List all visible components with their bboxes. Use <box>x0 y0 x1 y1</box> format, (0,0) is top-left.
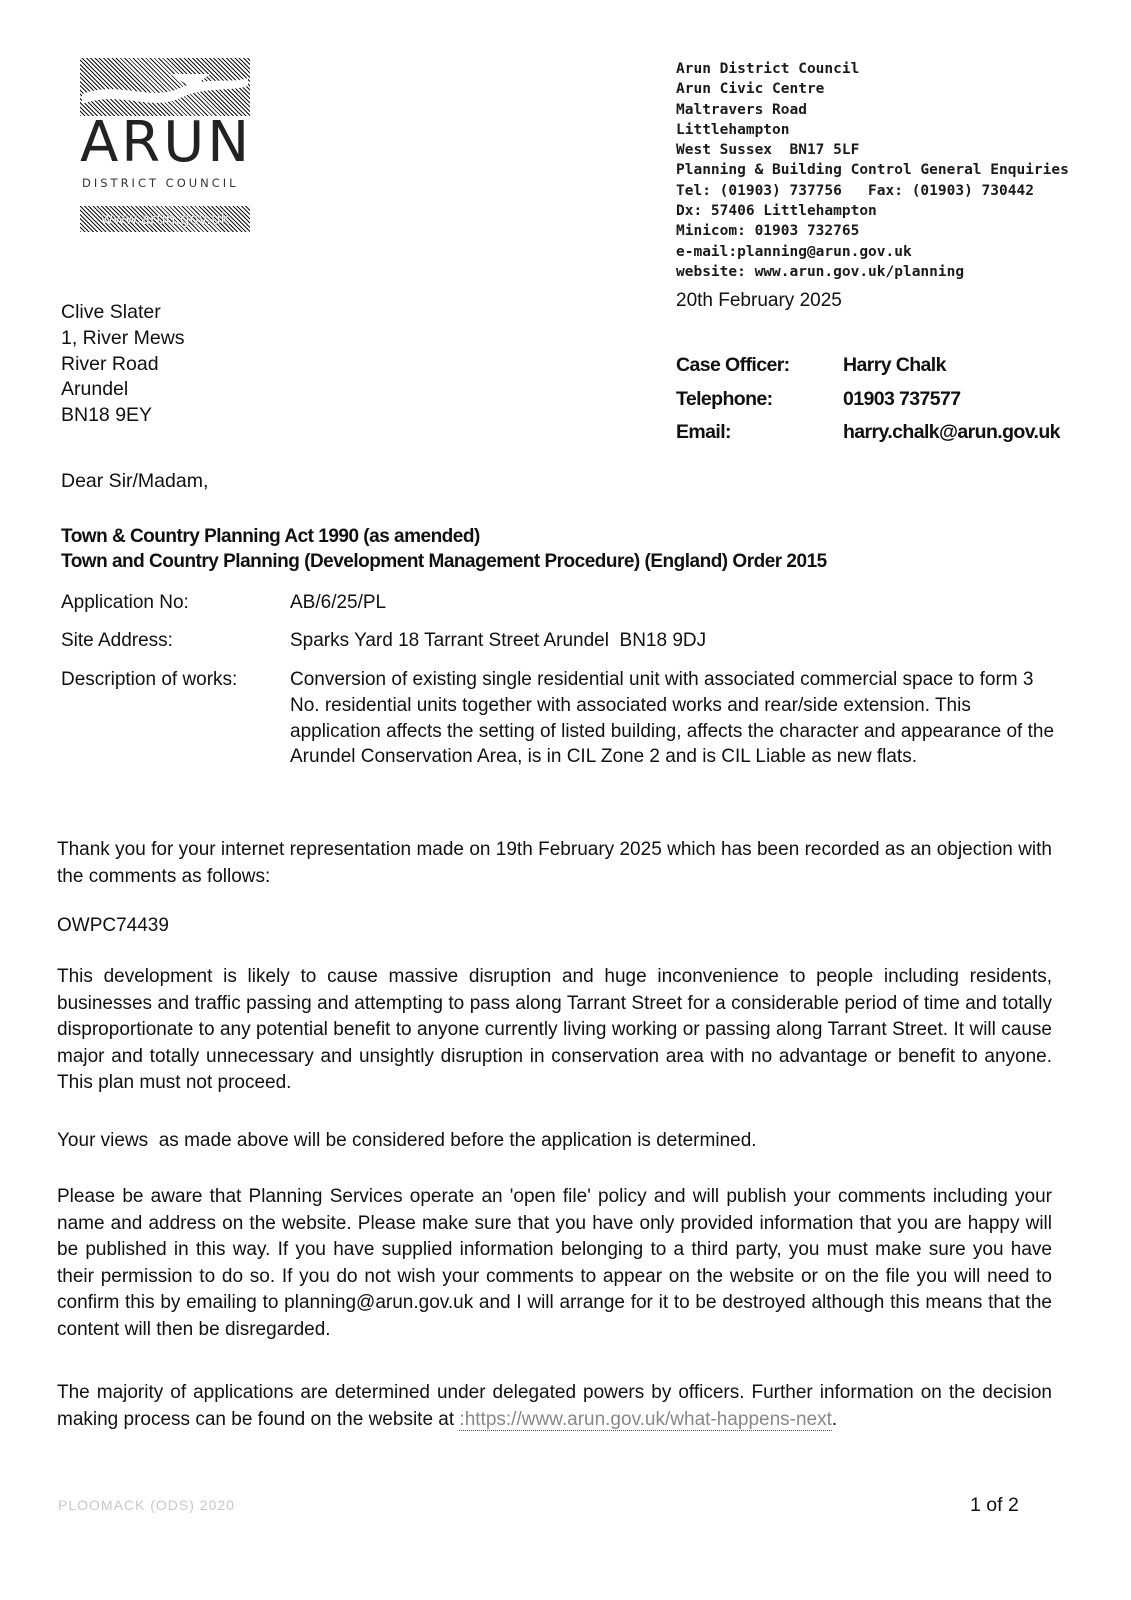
logo-wave-graphic <box>80 58 250 116</box>
logo-url: www.arun.gov.uk <box>100 210 230 228</box>
council-line: Planning & Building Control General Enquiries <box>676 162 1069 179</box>
address-line: Arundel <box>61 378 129 401</box>
logo-subtitle: DISTRICT COUNCIL <box>82 176 239 190</box>
council-line: Littlehampton <box>676 121 790 138</box>
page-number: 1 of 2 <box>970 1494 1019 1516</box>
council-line: Minicom: 01903 732765 <box>676 223 860 240</box>
description-label: Description of works: <box>61 669 238 690</box>
site-address-label: Site Address: <box>61 630 173 651</box>
officer-email: harry.chalk@arun.gov.uk <box>843 421 1060 443</box>
open-file-paragraph: Please be aware that Planning Services operate an 'open file' policy and will publish your comments including your name and address on the website. Please make sure that you have only provided information that you are happy will be published in this way. If you have supplied information belonging to a third party, you must make sure you have their permission to do so. If you do not wish your comments to appear on the website or on the file you will need to confirm this by emailing to planning@arun.gov.uk and I will arrange for it to be destroyed although this means that the content will then be disregarded. <box>57 1186 1052 1340</box>
act-heading-2: Town and Country Planning (Development Management Procedure) (England) Order 2015 <box>61 551 827 572</box>
case-officer-name: Harry Chalk <box>843 354 946 376</box>
council-line: Dx: 57406 Littlehampton <box>676 203 877 220</box>
salutation: Dear Sir/Madam, <box>61 470 209 492</box>
telephone-number: 01903 737577 <box>843 388 961 410</box>
footer-form-reference: PLOOMACK (ODS) 2020 <box>58 1497 235 1513</box>
logo-wave-icon <box>80 58 250 116</box>
intro-paragraph: Thank you for your internet representation made on 19th February 2025 which has been recorded as an objection with the comments as follows: <box>57 839 1052 887</box>
application-no: AB/6/25/PL <box>290 592 387 613</box>
council-line: website: www.arun.gov.uk/planning <box>676 263 965 280</box>
description-of-works: Conversion of existing single residential unit with associated commercial space to form 3 No. residential units together with associated works and rear/side extension. This application affects the setting of listed building, affects the character and appearance of the Arundel Conservation Area, is in CIL Zone 2 and is CIL Liable as new flats. <box>290 669 1055 768</box>
letter-date: 20th February 2025 <box>676 290 842 311</box>
act-heading-1: Town & Country Planning Act 1990 (as amended) <box>61 526 480 547</box>
council-line: Maltravers Road <box>676 101 807 118</box>
council-contact-block <box>676 59 1069 282</box>
address-line: Clive Slater <box>61 301 161 323</box>
council-line: Tel: (01903) 737756 Fax: (01903) 730442 <box>676 182 1034 199</box>
application-no-label: Application No: <box>61 592 189 613</box>
majority-end: . <box>831 1408 838 1430</box>
address-line: 1, River Mews <box>61 326 185 349</box>
views-paragraph: Your views as made above will be considered before the application is determined. <box>57 1130 757 1151</box>
case-officer-label: Case Officer: <box>676 354 790 376</box>
majority-text: The majority of applications are determined under delegated powers by officers. Further information on the decision making process can be found on the website at <box>57 1382 1052 1430</box>
telephone-label: Telephone: <box>676 388 773 410</box>
address-line: BN18 9EY <box>61 404 153 427</box>
council-line: Arun District Council <box>676 61 860 77</box>
site-address: Sparks Yard 18 Tarrant Street Arundel BN18 9DJ <box>290 630 707 651</box>
logo-wordmark: ARUN <box>80 110 253 175</box>
what-happens-next-link[interactable]: :https://www.arun.gov.uk/what-happens-next <box>459 1408 832 1430</box>
majority-paragraph <box>57 1380 1052 1433</box>
email-label: Email: <box>676 421 731 443</box>
recipient-address <box>61 300 185 429</box>
objection-comment: This development is likely to cause massive disruption and huge inconvenience to people including residents, businesses and traffic passing and attempting to pass along Tarrant Street for a considerable period of time and totally disproportionate to any potential benefit to anyone currently living working or passing along Tarrant Street. It will cause major and totally unnecessary and unsightly disruption in conservation area with no advantage or benefit to anyone. This plan must not proceed. <box>57 966 1052 1093</box>
council-line: West Sussex BN17 5LF <box>676 142 860 159</box>
council-line: Arun Civic Centre <box>676 81 825 98</box>
representation-reference: OWPC74439 <box>57 915 169 936</box>
council-line: e-mail:planning@arun.gov.uk <box>676 243 912 260</box>
arun-logo <box>80 58 252 233</box>
address-line: River Road <box>61 352 159 375</box>
